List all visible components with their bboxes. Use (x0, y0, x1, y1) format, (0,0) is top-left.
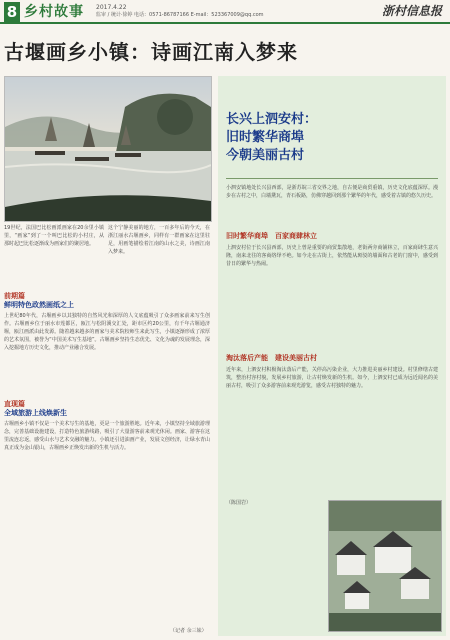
sidebar-byline: （陈国岩） (226, 500, 252, 506)
header-rule (0, 22, 450, 24)
section-body: 上世纪80年代，古堰画乡以其独特的自然风光和深厚的人文底蕴吸引了众多画家前来写生创作。古堰画乡位于丽水市莲都区，瓯江与松阴溪交汇处，距市区约20公里，有千年古堰通济堰，瓯江画派由此发源。随着越来越多的画家与美术院校师生来此写生，小镇逐渐形成了浓厚的艺术氛围，被誉为“中国美术写生基地”。古堰画乡坚持生态优先、文化为魂的发展理念，深入挖掘地方历史文化，推动产业融合发展。 (4, 313, 210, 351)
sidebar-section-body: 近年来，上泗安村积极淘汰落后产能，关停高污染企业，大力推进美丽乡村建设。村里修缮古建筑，整治村容村貌，发展乡村旅游，让古村焕发新的生机。如今，上泗安村已成为远近闻名的美丽古村，吸引了众多游客前来观光游览，感受古村独特的魅力。 (226, 367, 438, 389)
sidebar-divider (226, 178, 438, 179)
section-heading: 前期篇 (4, 292, 25, 300)
village-photo (328, 500, 442, 632)
sidebar-section-heading: 旧时繁华商埠 百家商肆林立 (226, 232, 317, 240)
main-headline: 古堰画乡小镇：诗画江南入梦来 (4, 40, 298, 64)
issue-date: 2017.4.22 (96, 4, 127, 11)
sidebar-title-line-1: 长兴上泗安村： (226, 112, 318, 127)
section-body: 古堰画乡小镇不仅是一个美术写生的基地，更是一个旅游胜地。近年来，小镇坚持全域旅游理念，完善基础设施建设，打造特色旅游线路，吸引了大量游客前来观光休闲。画家、游客在这里流连忘返，感受山水与艺术交融的魅力。小镇还引进油画产业，发展文创经济，让绿水青山真正成为金山银山，古堰画乡正焕发出新的生机与活力。 (4, 421, 210, 451)
sidebar-section-heading: 淘汰落后产能 建设美丽古村 (226, 354, 317, 362)
page-number: 8 (4, 2, 20, 22)
editor-contact: 监审 / 统计·徐婷 电话：0571-86787166 E-mail：523367009@qq.com (96, 12, 264, 18)
sidebar-section-body: 上泗安村位于长兴县西部，历史上曾是重要的商贸集散地，老街两旁商铺林立，百家商肆生意兴隆，南来北往的客商络绎不绝。如今走在古街上，依然能从斑驳的墙面和古老的门窗中，感受到昔日的繁华与热闹。 (226, 245, 438, 267)
section-name: 乡村故事 (24, 4, 84, 20)
article-byline: （记者 余三妹） (170, 628, 207, 634)
section-subheading: 鲜明特色政然画纸之上 (4, 301, 74, 309)
sidebar-title-line-3: 今朝美丽古村 (226, 148, 305, 163)
intro-paragraph: 这个宁静美丽的地方，一百多年后的今天，在浙江丽水古堰画乡，同样有一群画家在这里驻足，用画笔描绘着江南的山水之美，诗画江南入梦来。 (108, 225, 210, 255)
section-subheading: 全域旅游上线焕新生 (4, 409, 67, 417)
river-landscape-photo (4, 76, 212, 222)
section-heading: 直现篇 (4, 400, 25, 408)
intro-paragraph: 19世纪，法国巴比松画派画家在20余里小镇里，“画家”到了一个叫巴比松的小村庄，从那时起巴比松逐渐成为画家们的聚居地。 (4, 225, 104, 247)
sidebar-intro: 小泗安镇地处长兴县西部，是浙苏皖三省交界之地，自古便是商贸重镇，历史文化底蕴深厚。漫步在古村之中，白墙黛瓦，青石板路，仿佛穿越回到那个繁华的年代，感受着古镇的悠久历史。 (226, 185, 438, 199)
newspaper-masthead: 浙村信息报 (381, 4, 442, 18)
sidebar-title-line-2: 旧时繁华商埠 (226, 130, 305, 145)
